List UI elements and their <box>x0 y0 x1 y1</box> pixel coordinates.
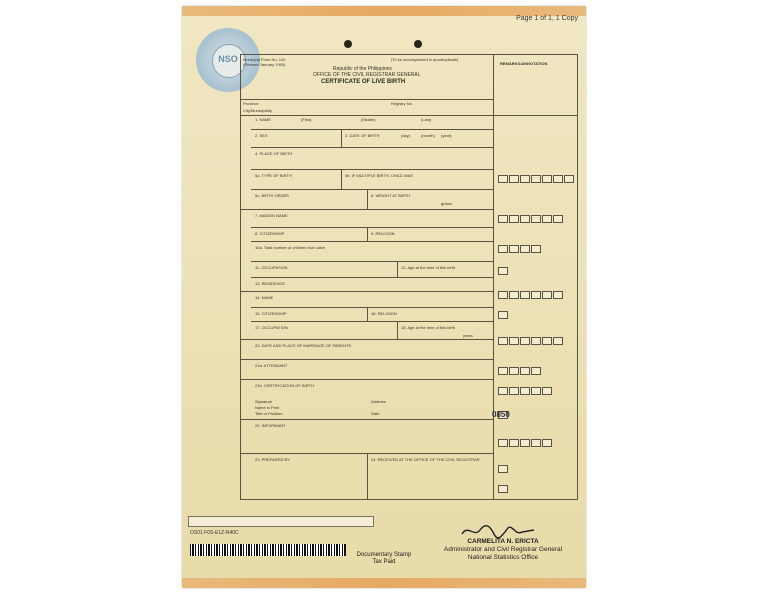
office-label: OFFICE OF THE CIVIL REGISTRAR GENERAL <box>313 72 421 78</box>
mother-maiden-label: 7. MAIDEN NAME <box>255 213 288 218</box>
birth-certificate-page <box>182 6 586 588</box>
child-name-label: 1. NAME <box>255 117 272 122</box>
certificate-form <box>240 54 578 500</box>
father-citizenship-label: 15. CITIZENSHIP <box>255 311 287 316</box>
serial-number: 0850 <box>492 410 510 419</box>
dob-label: 3. DATE OF BIRTH <box>345 133 380 138</box>
form-main-column: Municipal Form No. 102 (Revised January 1993) (To be accomplished in quadruplicate) Republic of the Philippines OFFICE OF THE CIVIL REGISTRAR GENERAL CERTIFICATE OF LIVE BIRTH Province Registry No. City/Municipality 1. NAME (First) (Middle) (Last) 2. SEX 3. DATE OF BIRTH (day) (month) (year) 4. PLACE OF BIRTH 5a. TYPE OF BIRTH 5b. IF MULTIPLE BIRTH, CHILD WAS 5c. BIRTH ORDER 6. WEIGHT AT BIRTH grams 7. MAIDEN NAME 8. CITIZENSHIP 9. RELIGION 10a. Total number of children born alive 11. OCCUPATION 12. Age at the time of this birth 13. RESIDENCE 14. NAME 15. CITIZENSHIP 16. RELIGION 17. OCCUPATION 18. Age at the time of this birth years 20. DATE AND PLACE OF MARRIAGE OF PARENTS 21a. ATTENDANT 21b. CERTIFICATION OF BIRTH Signature Name in Print Title or Position Address Date 22. INFORMANT 23. PREPARED BY 24. RECEIVED AT THE OFFICE OF THE CIVIL REGISTRAR <box>241 55 494 499</box>
received-label: 24. RECEIVED AT THE OFFICE OF THE CIVIL REGISTRAR <box>371 457 480 462</box>
page-copy-label: Page 1 of 1, 1 Copy <box>516 15 578 22</box>
official-office: National Statistics Office <box>467 554 539 561</box>
seal-text: NSO <box>218 54 238 64</box>
certificate-title: CERTIFICATE OF LIVE BIRTH <box>321 79 406 85</box>
attendant-label: 21a. ATTENDANT <box>255 363 288 368</box>
remarks-column <box>494 55 577 499</box>
mother-occupation-label: 11. OCCUPATION <box>255 265 288 270</box>
city-label: City/Municipality <box>243 108 272 113</box>
multiple-birth-label: 5b. IF MULTIPLE BIRTH, CHILD WAS <box>345 173 413 178</box>
province-label: Province <box>243 101 259 106</box>
documentary-stamp-label: Documentary Stamp Tax Paid <box>356 552 412 565</box>
registry-label: Registry No. <box>391 101 414 106</box>
official-name: CARMELITA N. ERICTA <box>467 538 539 545</box>
mother-age-label: 12. Age at the time of this birth <box>401 265 456 270</box>
quadruplicate-note: (To be accomplished in quadruplicate) <box>391 57 459 62</box>
official-block <box>430 538 576 562</box>
father-name-label: 14. NAME <box>255 295 274 300</box>
verification-field <box>188 516 374 527</box>
republic-label: Republic of the Philippines <box>333 66 392 72</box>
mother-citizenship-label: 8. CITIZENSHIP <box>255 231 285 236</box>
punch-hole-icon <box>344 40 352 48</box>
revised-date: (Revised January 1993) <box>243 62 286 67</box>
father-age-label: 18. Age at the time of this birth <box>401 325 456 330</box>
form-number: Municipal Form No. 102 <box>243 57 286 62</box>
children-born-label: 10a. Total number of children born alive <box>255 245 325 250</box>
father-occupation-label: 17. OCCUPATION <box>255 325 288 330</box>
punch-hole-icon <box>414 40 422 48</box>
father-religion-label: 16. RELIGION <box>371 311 397 316</box>
marriage-label: 20. DATE AND PLACE OF MARRIAGE OF PARENTS <box>255 343 352 348</box>
weight-label: 6. WEIGHT AT BIRTH <box>371 193 411 198</box>
birth-order-label: 5c. BIRTH ORDER <box>255 193 289 198</box>
official-title: Administrator and Civil Registrar General <box>443 546 563 553</box>
place-of-birth-label: 4. PLACE OF BIRTH <box>255 151 293 156</box>
remarks-label: REMARKS/ANNOTATION <box>500 61 548 66</box>
informant-label: 22. INFORMANT <box>255 423 286 428</box>
sex-label: 2. SEX <box>255 133 268 138</box>
certification-label: 21b. CERTIFICATION OF BIRTH <box>255 383 314 388</box>
type-of-birth-label: 5a. TYPE OF BIRTH <box>255 173 292 178</box>
bottom-band <box>182 578 586 588</box>
mother-religion-label: 9. RELIGION <box>371 231 395 236</box>
prepared-by-label: 23. PREPARED BY <box>255 457 290 462</box>
mother-residence-label: 13. RESIDENCE <box>255 281 286 286</box>
barcode-text: OS01 F0S-E1Z-N40C <box>190 530 239 536</box>
barcode-icon <box>190 544 346 556</box>
